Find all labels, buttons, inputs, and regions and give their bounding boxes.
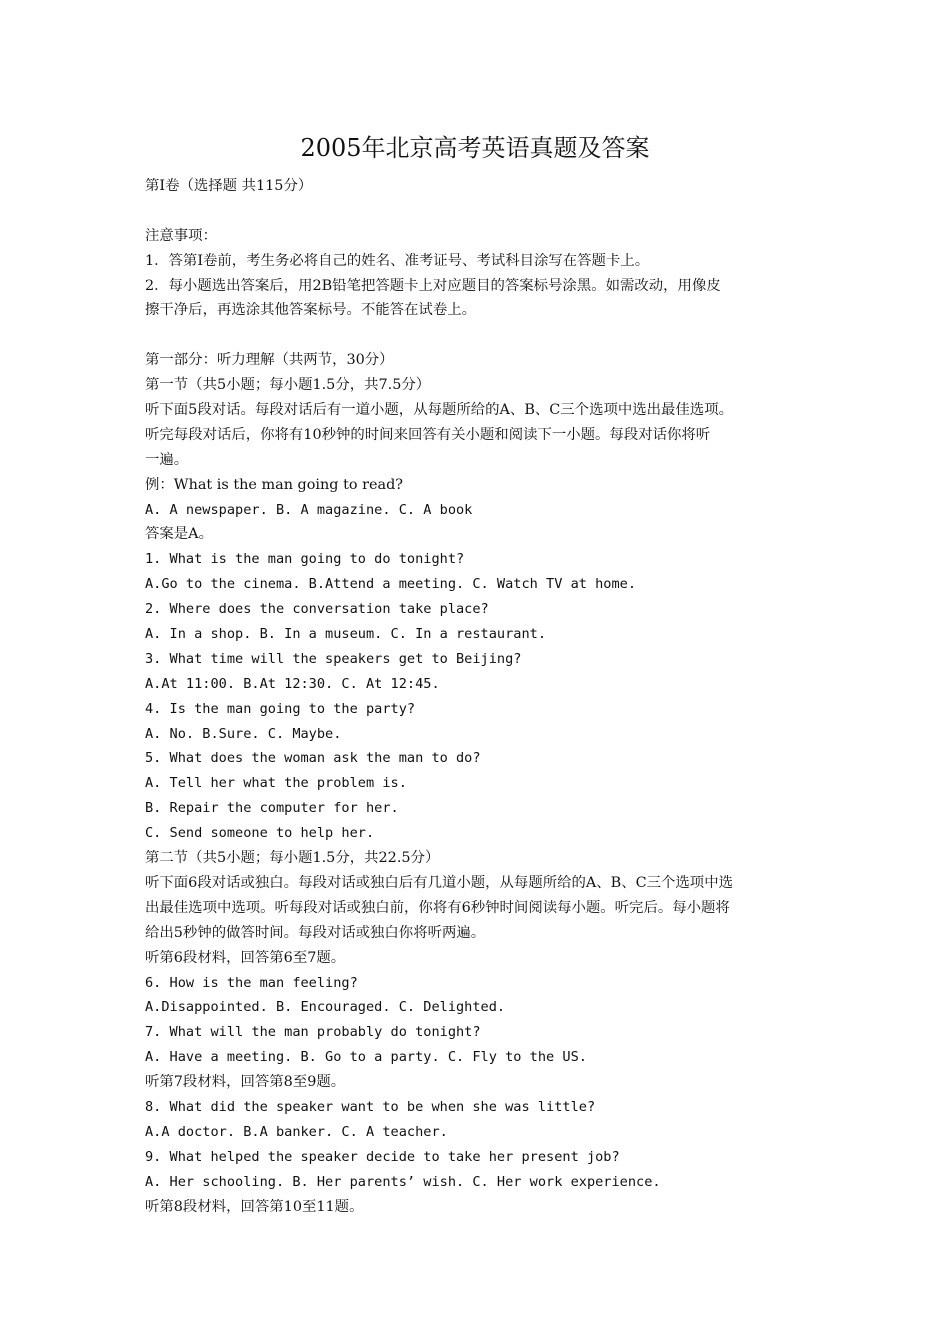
- text-line: B. Repair the computer for her.: [145, 800, 399, 817]
- text-line: 听下面6段对话或独白。每段对话或独白后有几道小题，从每题所给的A、B、C三个选项中选: [145, 874, 733, 891]
- text-line: 9. What helped the speaker decide to take her present job?: [145, 1148, 620, 1165]
- text-line: A. Tell her what the problem is.: [145, 775, 407, 792]
- text-line: 给出5秒钟的做答时间。每段对话或独白你将听两遍。: [145, 924, 486, 941]
- text-line: 擦干净后，再选涂其他答案标号。不能答在试卷上。: [145, 302, 476, 319]
- text-line: 2．每小题选出答案后，用2B铅笔把答题卡上对应题目的答案标号涂黑。如需改动，用像皮: [145, 277, 721, 294]
- text-line: 第Ⅰ卷（选择题 共115分）: [145, 178, 313, 194]
- text-line: 2. Where does the conversation take place?: [145, 601, 489, 618]
- text-line: [145, 199, 815, 224]
- text-line: A.At 11:00. B.At 12:30. C. At 12:45.: [145, 675, 440, 692]
- text-line: 一遍。: [145, 451, 189, 468]
- text-line: [145, 323, 815, 348]
- text-line: 第二节（共5小题；每小题1.5分，共22.5分）: [145, 850, 440, 867]
- text-line: C. Send someone to help her.: [145, 825, 375, 842]
- text-line: 3. What time will the speakers get to Beijing?: [145, 650, 522, 667]
- text-line: 听完每段对话后，你将有10秒钟的时间来回答有关小题和阅读下一小题。每段对话你将听: [145, 426, 711, 443]
- text-line: 8. What did the speaker want to be when she was little?: [145, 1098, 596, 1115]
- text-line: A.Go to the cinema. B.Attend a meeting. C. Watch TV at home.: [145, 576, 637, 593]
- text-line: 1. What is the man going to do tonight?: [145, 551, 465, 568]
- text-line: 第一部分：听力理解（共两节，30分）: [145, 352, 394, 369]
- text-line: 例：What is the man going to read?: [145, 476, 404, 493]
- text-line: A.A doctor. B.A banker. C. A teacher.: [145, 1123, 448, 1140]
- text-line: 出最佳选项中选项。听每段对话或独白前，你将有6秒钟时间阅读每小题。听完后。每小题将: [145, 899, 730, 916]
- text-line: 听下面5段对话。每段对话后有一道小题，从每题所给的A、B、C三个选项中选出最佳选项。: [145, 402, 733, 419]
- text-line: 6. How is the man feeling?: [145, 974, 358, 991]
- text-line: 第一节（共5小题；每小题1.5分，共7.5分）: [145, 377, 431, 394]
- document-body: [145, 174, 815, 1219]
- text-line: A. In a shop. B. In a museum. C. In a restaurant.: [145, 626, 547, 643]
- text-line: 听第8段材料，回答第10至11题。: [145, 1198, 364, 1215]
- text-line: 听第6段材料，回答第6至7题。: [145, 949, 346, 966]
- text-line: A. No. B.Sure. C. Maybe.: [145, 725, 342, 742]
- document-title: 2005年北京高考英语真题及答案: [300, 134, 650, 162]
- text-line: 7. What will the man probably do tonight?: [145, 1024, 481, 1041]
- text-line: A.Disappointed. B. Encouraged. C. Delighted.: [145, 999, 506, 1016]
- text-line: A. A newspaper. B. A magazine. C. A book: [145, 501, 473, 518]
- text-line: A. Have a meeting. B. Go to a party. C. Fly to the US.: [145, 1049, 587, 1066]
- text-line: 5. What does the woman ask the man to do?: [145, 750, 481, 767]
- text-line: 1．答第Ⅰ卷前，考生务必将自己的姓名、准考证号、考试科目涂写在答题卡上。: [145, 252, 650, 269]
- text-line: 答案是A。: [145, 526, 213, 543]
- text-line: 听第7段材料，回答第8至9题。: [145, 1074, 346, 1091]
- text-line: 4. Is the man going to the party?: [145, 700, 416, 717]
- text-line: A. Her schooling. B. Her parents’ wish. C. Her work experience.: [145, 1173, 661, 1190]
- text-line: 注意事项：: [145, 227, 217, 244]
